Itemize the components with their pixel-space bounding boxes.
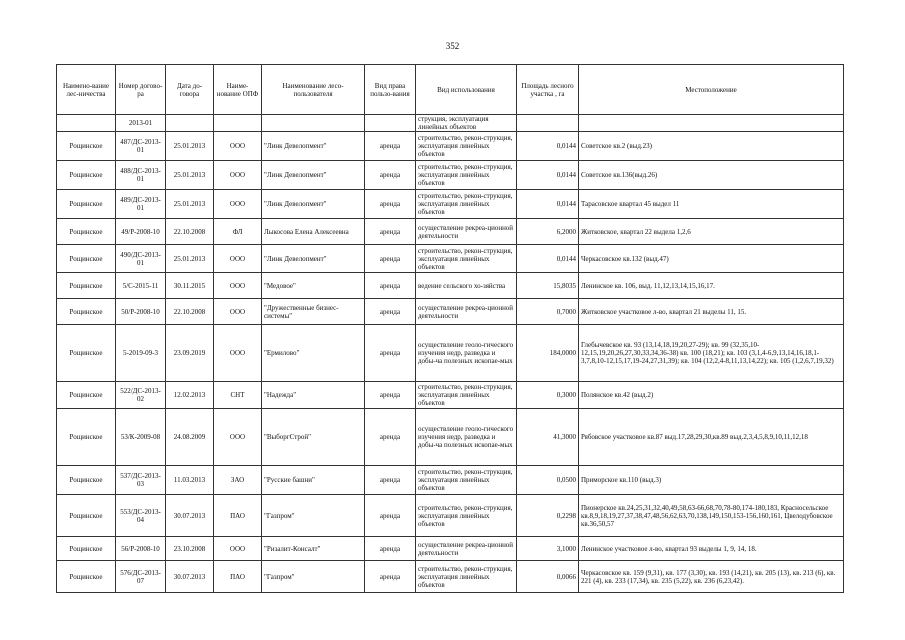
table-row: [57, 466, 844, 495]
table-header: [57, 65, 844, 115]
location-cell: Приморское кв.110 (выд.3): [579, 466, 844, 495]
area-cell: 0,0144: [517, 161, 579, 190]
col-header-contract-number: Номер догово-ра: [116, 65, 166, 115]
area-cell: 0,0144: [517, 132, 579, 161]
forestry-cell: Рощинское: [57, 495, 116, 537]
area-cell: 0,2298: [517, 495, 579, 537]
contract-number-cell: 487/ДС-2013-01: [116, 132, 166, 161]
user-cell: "Линк Девелопмент": [262, 190, 365, 219]
location-cell: Полянское кв.42 (выд.2): [579, 382, 844, 409]
right-cell: аренда: [365, 466, 416, 495]
right-cell: аренда: [365, 299, 416, 325]
opf-cell: ЗАО: [214, 466, 262, 495]
forestry-cell: Рощинское: [57, 537, 116, 561]
right-cell: аренда: [365, 325, 416, 382]
contract-date-cell: 23.09.2019: [166, 325, 214, 382]
opf-cell: ООО: [214, 325, 262, 382]
col-header-opf: Наиме-нование ОПФ: [214, 65, 262, 115]
contract-date-cell: 30.11.2015: [166, 273, 214, 299]
right-cell: аренда: [365, 273, 416, 299]
use-cell: строительство, рекон-струкция, эксплуатация линейных объектов: [416, 466, 517, 495]
contract-number-cell: 553/ДС-2013-04: [116, 495, 166, 537]
use-cell: строительство, рекон-струкция, эксплуатация линейных объектов: [416, 561, 517, 593]
contract-number-cell: 488/ДС-2013-01: [116, 161, 166, 190]
location-cell: Ленинское кв. 106, выд. 11,12,13,14,15,16,17.: [579, 273, 844, 299]
use-cell: строительство, рекон-струкция, эксплуатация линейных объектов: [416, 245, 517, 273]
use-cell: строительство, рекон-струкция, эксплуатация линейных объектов: [416, 382, 517, 409]
use-cell: осуществление геоло-гического изучения недр, разведка и добы-ча полезных ископае-мых: [416, 325, 517, 382]
table-row: [57, 409, 844, 466]
col-header-user: Наименование лесо-пользователя: [262, 65, 365, 115]
location-cell: Советское кв.2 (выд.23): [579, 132, 844, 161]
location-cell: Тарасовское квартал 45 выдел 11: [579, 190, 844, 219]
page-number: 352: [445, 41, 460, 51]
right-cell: аренда: [365, 132, 416, 161]
user-cell: "Дружественные бизнес-системы": [262, 299, 365, 325]
table-row: [57, 537, 844, 561]
location-cell: Черкасовское кв. 159 (9,31), кв. 177 (3,30), кв. 193 (14,21), кв. 205 (13), кв. 213 (6), кв. 221 (4), кв. 233 (17,34), кв. 235 (5,22), кв. 236 (6,23,42).: [579, 561, 844, 593]
table-row: [57, 245, 844, 273]
right-cell: аренда: [365, 561, 416, 593]
lease-register-table: [56, 64, 844, 593]
contract-date-cell: 23.10.2008: [166, 537, 214, 561]
right-cell: аренда: [365, 161, 416, 190]
forestry-cell: Рощинское: [57, 299, 116, 325]
use-cell: строительство, рекон-струкция, эксплуатация линейных объектов: [416, 161, 517, 190]
right-cell: [365, 115, 416, 132]
contract-number-cell: 537/ДС-2013-03: [116, 466, 166, 495]
location-cell: Житковское участковое л-во, квартал 21 выделы 11, 15.: [579, 299, 844, 325]
area-cell: 0,7000: [517, 299, 579, 325]
forestry-cell: Рощинское: [57, 466, 116, 495]
area-cell: 0,0066: [517, 561, 579, 593]
user-cell: "Линк Девелопмент": [262, 161, 365, 190]
opf-cell: ФЛ: [214, 219, 262, 245]
table-row: [57, 115, 844, 132]
contract-number-cell: 522/ДС-2013-02: [116, 382, 166, 409]
contract-date-cell: 25.01.2013: [166, 245, 214, 273]
area-cell: 184,0000: [517, 325, 579, 382]
contract-date-cell: 30.07.2013: [166, 561, 214, 593]
contract-date-cell: 24.08.2009: [166, 409, 214, 466]
opf-cell: ООО: [214, 161, 262, 190]
use-cell: строительство, рекон-струкция, эксплуатация линейных объектов: [416, 495, 517, 537]
area-cell: [517, 115, 579, 132]
use-cell: строительство, рекон-струкция, эксплуатация линейных объектов: [416, 190, 517, 219]
forestry-cell: Рощинское: [57, 190, 116, 219]
forestry-cell: Рощинское: [57, 132, 116, 161]
forestry-cell: Рощинское: [57, 161, 116, 190]
area-cell: 6,2000: [517, 219, 579, 245]
use-cell: осуществление рекреа-ционной деятельности: [416, 219, 517, 245]
table-row: [57, 273, 844, 299]
contract-number-cell: 489/ДС-2013-01: [116, 190, 166, 219]
use-cell: осуществление рекреа-ционной деятельности: [416, 537, 517, 561]
table-row: [57, 161, 844, 190]
table-body: [57, 115, 844, 593]
contract-date-cell: 30.07.2013: [166, 495, 214, 537]
right-cell: аренда: [365, 537, 416, 561]
user-cell: "Линк Девелопмент": [262, 132, 365, 161]
forestry-cell: Рощинское: [57, 382, 116, 409]
contract-number-cell: 56/Р-2008-10: [116, 537, 166, 561]
location-cell: [579, 115, 844, 132]
opf-cell: ООО: [214, 273, 262, 299]
location-cell: Черкасовское кв.132 (выд.47): [579, 245, 844, 273]
col-header-location: Местоположение: [579, 65, 844, 115]
user-cell: "Газпром": [262, 495, 365, 537]
opf-cell: ООО: [214, 409, 262, 466]
contract-date-cell: 25.01.2013: [166, 132, 214, 161]
forestry-cell: Рощинское: [57, 245, 116, 273]
user-cell: "Газпром": [262, 561, 365, 593]
right-cell: аренда: [365, 409, 416, 466]
table-row: [57, 325, 844, 382]
contract-number-cell: 5/С-2015-11: [116, 273, 166, 299]
right-cell: аренда: [365, 495, 416, 537]
contract-date-cell: [166, 115, 214, 132]
opf-cell: ООО: [214, 245, 262, 273]
opf-cell: [214, 115, 262, 132]
right-cell: аренда: [365, 219, 416, 245]
table-row: [57, 495, 844, 537]
table-row: [57, 382, 844, 409]
contract-number-cell: 490/ДС-2013-01: [116, 245, 166, 273]
table-row: [57, 299, 844, 325]
right-cell: аренда: [365, 382, 416, 409]
col-header-right: Вид права пользо-вания: [365, 65, 416, 115]
contract-number-cell: 53/К-2009-08: [116, 409, 166, 466]
use-cell: осуществление рекреа-ционной деятельности: [416, 299, 517, 325]
contract-number-cell: 50/Р-2008-10: [116, 299, 166, 325]
area-cell: 0,0144: [517, 245, 579, 273]
area-cell: 3,1000: [517, 537, 579, 561]
opf-cell: ООО: [214, 537, 262, 561]
user-cell: Лыкосова Елена Алексеевна: [262, 219, 365, 245]
contract-date-cell: 11.03.2013: [166, 466, 214, 495]
user-cell: [262, 115, 365, 132]
location-cell: Рябовское участковое кв.87 выд.17,28,29,30,кв.89 выд.2,3,4,5,8,9,10,11,12,18: [579, 409, 844, 466]
area-cell: 0,0144: [517, 190, 579, 219]
opf-cell: ПАО: [214, 561, 262, 593]
user-cell: "ВыборгСтрой": [262, 409, 365, 466]
location-cell: Глебычевское кв. 93 (13,14,18,19,20,27-29); кв. 99 (32,35,10-12,15,19,20,26,27,30,33,34,36-38) кв. 100 (18,21); кв. 103 (3,1,4-6,9,13,14,16,18,1-3,7,8,10-12,15,17,19-24,27,31,39); кв. 104 (12,2,4-8,11,13,14,22); кв. 105 (1,2,6,7,19,32): [579, 325, 844, 382]
location-cell: Пионерское кв.24,25,31,32,40,49,58,63-66,68,70,78-80,174-180,183, Красносельское кв.8,9,18,19,27,37,38,47,48,56,62,63,70,138,149,150,153-156,160,161, Цвелодубовское кв.36,50,57: [579, 495, 844, 537]
opf-cell: СНТ: [214, 382, 262, 409]
user-cell: "Ермилово": [262, 325, 365, 382]
forestry-cell: Рощинское: [57, 409, 116, 466]
col-header-forestry: Наимено-вание лес-ничества: [57, 65, 116, 115]
forestry-cell: Рощинское: [57, 561, 116, 593]
opf-cell: ООО: [214, 132, 262, 161]
right-cell: аренда: [365, 190, 416, 219]
forestry-cell: Рощинское: [57, 273, 116, 299]
opf-cell: ООО: [214, 299, 262, 325]
col-header-contract-date: Дата до-говора: [166, 65, 214, 115]
user-cell: "Медовое": [262, 273, 365, 299]
contract-number-cell: 49/Р-2008-10: [116, 219, 166, 245]
table-row: [57, 190, 844, 219]
contract-number-cell: 5-2019-09-3: [116, 325, 166, 382]
area-cell: 0,0500: [517, 466, 579, 495]
opf-cell: ПАО: [214, 495, 262, 537]
opf-cell: ООО: [214, 190, 262, 219]
col-header-area: Площадь лесного участка , га: [517, 65, 579, 115]
area-cell: 0,3000: [517, 382, 579, 409]
contract-date-cell: 25.01.2013: [166, 190, 214, 219]
contract-number-cell: 576/ДС-2013-07: [116, 561, 166, 593]
table-row: [57, 132, 844, 161]
use-cell: струкция, эксплуатация линейных объектов: [416, 115, 517, 132]
area-cell: 41,3000: [517, 409, 579, 466]
header-row: [57, 65, 844, 115]
contract-date-cell: 12.02.2013: [166, 382, 214, 409]
area-cell: 15,8035: [517, 273, 579, 299]
location-cell: Ленинское участковое л-во, квартал 93 выделы 1, 9, 14, 18.: [579, 537, 844, 561]
table-row: [57, 219, 844, 245]
right-cell: аренда: [365, 245, 416, 273]
table-row: [57, 561, 844, 593]
contract-date-cell: 22.10.2008: [166, 219, 214, 245]
contract-date-cell: 25.01.2013: [166, 161, 214, 190]
location-cell: Советское кв.136(выд.26): [579, 161, 844, 190]
use-cell: строительство, рекон-струкция, эксплуатация линейных объектов: [416, 132, 517, 161]
forestry-cell: Рощинское: [57, 325, 116, 382]
user-cell: "Надежда": [262, 382, 365, 409]
contract-date-cell: 22.10.2008: [166, 299, 214, 325]
forestry-cell: Рощинское: [57, 219, 116, 245]
col-header-use: Вид использования: [416, 65, 517, 115]
forestry-cell: [57, 115, 116, 132]
contract-number-cell: 2013-01: [116, 115, 166, 132]
location-cell: Житковское, квартал 22 выдела 1,2,6: [579, 219, 844, 245]
use-cell: ведение сельского хо-зяйства: [416, 273, 517, 299]
use-cell: осуществление геоло-гического изучения недр, разведка и добы-ча полезных ископае-мых: [416, 409, 517, 466]
user-cell: "Ризалит-Консалт": [262, 537, 365, 561]
user-cell: "Русские башни": [262, 466, 365, 495]
user-cell: "Линк Девелопмент": [262, 245, 365, 273]
